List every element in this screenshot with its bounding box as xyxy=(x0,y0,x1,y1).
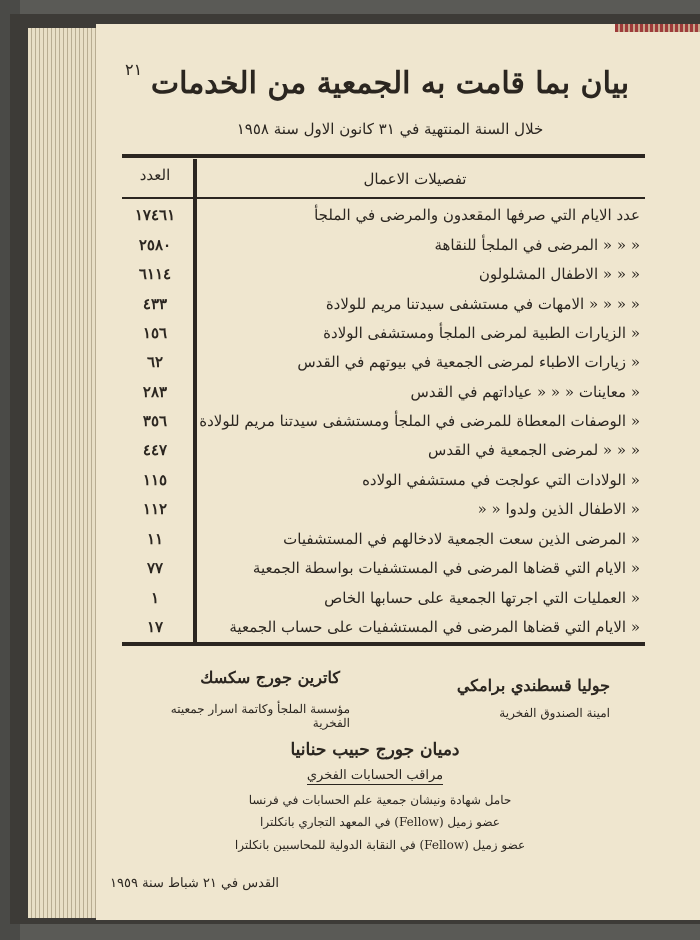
row-value: ٣٥٦ xyxy=(142,412,168,430)
table-row xyxy=(120,559,640,587)
auditor-credential: حامل شهادة ونيشان جمعية علم الحسابات في فرنسا xyxy=(248,793,512,807)
auditor-role xyxy=(200,768,550,783)
page-stack-edge xyxy=(28,28,104,918)
row-value: ١ xyxy=(150,589,160,607)
table-row xyxy=(120,589,640,617)
auditor-role-text: مراقب الحسابات الفخري xyxy=(306,768,444,783)
table-row xyxy=(120,412,640,440)
table-row xyxy=(120,324,640,352)
table-header-rule xyxy=(122,197,645,199)
row-text: « « « « الامهات في مستشفى سيدتنا مريم للولادة xyxy=(325,295,640,313)
table-row xyxy=(120,383,640,411)
table-row xyxy=(120,353,640,381)
row-value: ٦٢ xyxy=(146,353,164,371)
auditor-credential: عضو زميل (Fellow) في النقابة الدولية للمحاسبين بانكلترا xyxy=(234,838,526,852)
row-value: ١٧ xyxy=(146,618,164,636)
page-number: ٢١ xyxy=(125,60,143,79)
row-value: ٤٤٧ xyxy=(142,441,168,459)
row-value: ١١٢ xyxy=(142,500,168,518)
table-row xyxy=(120,206,640,234)
signatory-left-role: مؤسسة الملجأ وكاتمة اسرار جمعيته الفخرية xyxy=(170,702,350,730)
row-value: ١١٥ xyxy=(142,471,168,489)
page-title: بيان بما قامت به الجمعية من الخدمات xyxy=(150,66,630,101)
row-text: « المرضى الذين سعت الجمعية لادخالهم في المستشفيات xyxy=(283,530,640,548)
table-bottom-rule xyxy=(122,642,645,646)
row-value: ١٥٦ xyxy=(142,324,168,342)
table-row xyxy=(120,441,640,469)
signatory-left-name: كاترين جورج سكسك xyxy=(200,668,340,687)
column-header-count: العدد xyxy=(139,166,171,184)
ribbon-edge xyxy=(615,24,700,32)
table-top-rule xyxy=(122,154,645,158)
page-subtitle: خلال السنة المنتهية في ٣١ كانون الاول سنة ١٩٥٨ xyxy=(236,120,544,138)
document-date: القدس في ٢١ شباط سنة ١٩٥٩ xyxy=(110,876,280,891)
row-text: « زيارات الاطباء لمرضى الجمعية في بيوتهم في القدس xyxy=(297,353,640,371)
row-text: « الايام التي قضاها المرضى في المستشفيات بواسطة الجمعية xyxy=(252,559,640,577)
row-value: ١١ xyxy=(146,530,164,548)
row-text: « « « الاطفال المشلولون xyxy=(478,265,640,283)
row-value: ٤٣٣ xyxy=(142,295,168,313)
row-text: « « « المرضى في الملجأ للنقاهة xyxy=(434,236,640,254)
row-text: « معاينات « « « عياداتهم في القدس xyxy=(410,383,640,401)
row-value: ١٧٤٦١ xyxy=(134,206,176,224)
signatory-right-name: جوليا قسطندي برامكي xyxy=(456,676,610,695)
row-text: « الولادات التي عولجت في مستشفي الولاده xyxy=(362,471,640,489)
row-value: ٦١١٤ xyxy=(138,265,172,283)
row-value: ٢٥٨٠ xyxy=(138,236,172,254)
signatory-right-role: امينة الصندوق الفخرية xyxy=(499,706,610,720)
column-header-details: تفصيلات الاعمال xyxy=(363,170,467,188)
row-text: « « « لمرضى الجمعية في القدس xyxy=(428,441,640,459)
row-text: عدد الايام التي صرفها المقعدون والمرضى في الملجأ xyxy=(314,206,640,224)
row-text: « العمليات التي اجرتها الجمعية على حسابها الخاص xyxy=(324,589,640,607)
table-row xyxy=(120,295,640,323)
table-row xyxy=(120,236,640,264)
table-row xyxy=(120,265,640,293)
table-row xyxy=(120,500,640,528)
auditor-name: دميان جورج حبيب حنانيا xyxy=(290,740,460,760)
table-row xyxy=(120,530,640,558)
row-value: ٧٧ xyxy=(146,559,164,577)
row-text: « الزيارات الطبية لمرضى الملجأ ومستشفى الولادة xyxy=(323,324,640,342)
row-value: ٢٨٣ xyxy=(142,383,168,401)
row-text: « الوصفات المعطاة للمرضى في الملجأ ومستشفى سيدتنا مريم للولادة xyxy=(199,412,640,430)
row-text: « الايام التي قضاها المرضى في المستشفيات على حساب الجمعية xyxy=(229,618,640,636)
auditor-credential: عضو زميل (Fellow) في المعهد التجاري بانكلترا xyxy=(260,815,500,829)
row-text: « الاطفال الذين ولدوا « « xyxy=(477,500,640,518)
table-row xyxy=(120,471,640,499)
